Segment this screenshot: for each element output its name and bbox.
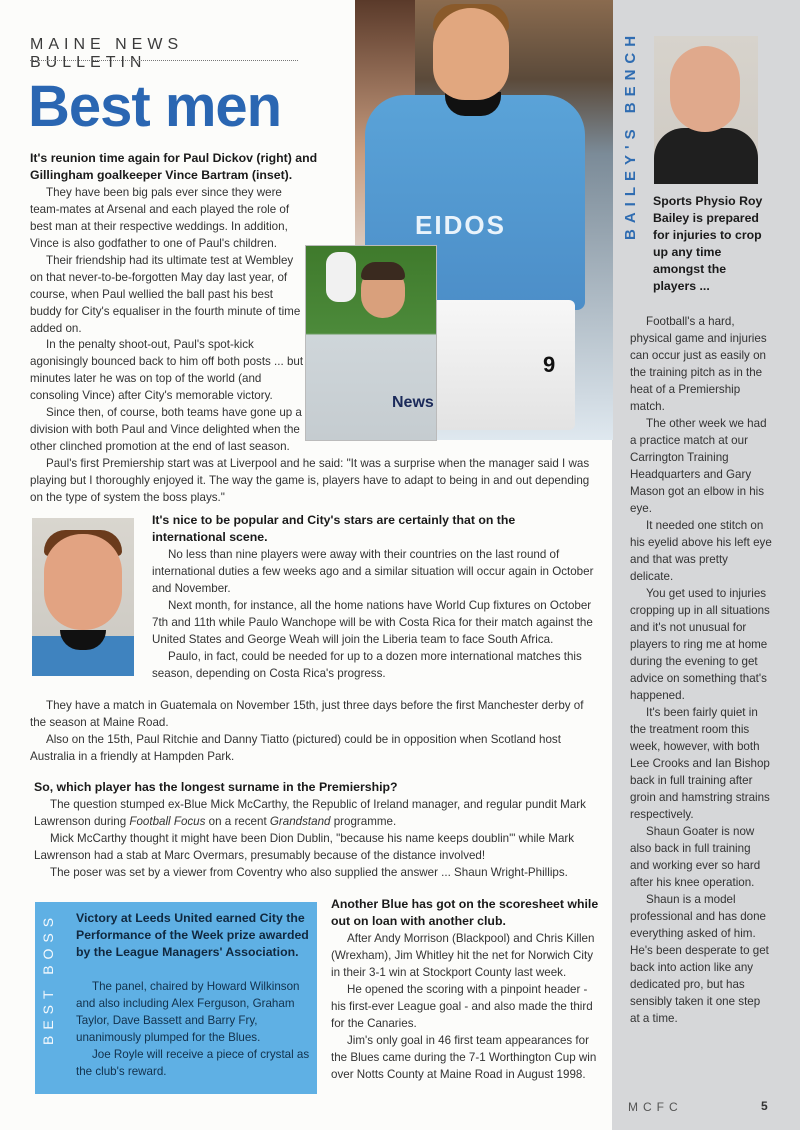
story4-lead: Another Blue has got on the scoresheet while out on loan with another club. bbox=[331, 897, 599, 928]
best-boss-paragraph: The panel, chaired by Howard Wilkinson and also including Alex Ferguson, Graham Taylor, Dave Bassett and Barry Fry, unanimously plumped for the Blues. bbox=[76, 980, 300, 1044]
story4-body bbox=[331, 930, 601, 1083]
sidebar-lead: Sports Physio Roy Bailey is prepared for injuries to crop up any time amongst the players ... bbox=[653, 194, 763, 293]
kicker-divider bbox=[30, 60, 298, 61]
story2-lead: It's nice to be popular and City's stars are certainly that on the international scene. bbox=[152, 513, 516, 544]
photo-roy-bailey bbox=[654, 36, 758, 184]
story1-lead: It's reunion time again for Paul Dickov (right) and Gillingham goalkeeper Vince Bartram (inset). bbox=[30, 151, 318, 182]
page-number: 5 bbox=[761, 1099, 768, 1113]
story3-lead: So, which player has the longest surname in the Premiership? bbox=[34, 780, 398, 794]
sidebar-paragraph: Football's a hard, physical game and injuries can occur just as easily on the training pitch as in the heat of a Premiership match. bbox=[630, 315, 767, 413]
story1-body-mid bbox=[30, 336, 306, 404]
story4-paragraph: He opened the scoring with a pinpoint header - his first-ever League goal - and also made the third for the Canaries. bbox=[331, 983, 593, 1030]
shirt-logo: News bbox=[392, 394, 434, 411]
story3-paragraph: Mick McCarthy thought it might have been Dion Dublin, "because his name keeps doublin'" while Mark Lawrenson had a stab at Marc Overmars, presumably because of the distance involved! bbox=[34, 832, 575, 862]
story1-paragraph: Paul's first Premiership start was at Liverpool and he said: "It was a surprise when the manager said I was playing but I thoroughly enjoyed it. The way the game is, players have to adapt to being in and out depending on the type of system the boss plays." bbox=[30, 457, 590, 504]
story1-paragraph: In the penalty shoot-out, Paul's spot-kick agonisingly bounced back to him off both posts ... but minutes later he was on top of the world (and consoling Vince) after City's memorable victory. bbox=[30, 338, 304, 402]
sidebar-paragraph: Shaun Goater is now also back in full training and working ever so hard after his knee operation. bbox=[630, 825, 761, 889]
story1-paragraph: Their friendship had its ultimate test at Wembley on that never-to-be-forgotten May day last year, of course, when Paul wellied the ball past his best buddy for City's equaliser in the fourth minute of time added on. bbox=[30, 254, 301, 335]
story2-body-b bbox=[30, 697, 598, 765]
section-kicker: MAINE NEWS BULLETIN bbox=[30, 36, 184, 71]
story2-paragraph: They have a match in Guatemala on November 15th, just three days before the first Manchester derby of the season at Maine Road. bbox=[30, 699, 584, 729]
story3-body bbox=[34, 796, 600, 881]
sidebar-paragraph: You get used to injuries cropping up in all situations and it's not unusual for players to ring me at home during the evening to get advice on something that's happened. bbox=[630, 587, 770, 702]
best-boss-body bbox=[76, 978, 311, 1080]
best-boss-title: BEST BOSS bbox=[40, 912, 56, 1046]
footer-club: MCFC bbox=[628, 1100, 683, 1114]
story3-paragraph: The poser was set by a viewer from Coventry who also supplied the answer ... Shaun Wright-Phillips. bbox=[50, 866, 568, 879]
story4-paragraph: After Andy Morrison (Blackpool) and Chris Killen (Wrexham), Jim Whitley hit the net for Norwich City in their 3-1 win at Stockport County last week. bbox=[331, 932, 595, 979]
story2-paragraph: Next month, for instance, all the home nations have World Cup fixtures on October 7th and 11th while Paulo Wanchope will be with Costa Rica for their match against the United States and George Weah will join the Liberia team to face South Africa. bbox=[152, 599, 593, 646]
story3-paragraph: The question stumped ex-Blue Mick McCarthy, the Republic of Ireland manager, and regular pundit Mark Lawrenson during Football Focus on a recent Grandstand programme. bbox=[34, 798, 586, 828]
shirt-number: 9 bbox=[543, 352, 556, 377]
page-headline: Best men bbox=[28, 74, 282, 139]
story1-body-mid2 bbox=[30, 404, 305, 455]
sidebar-paragraph: Shaun is a model professional and has done everything asked of him. He's been desperate to get back into action like any dedicated pro, but has sensibly taken it one step at a time. bbox=[630, 893, 769, 1025]
story1-paragraph: Since then, of course, both teams have gone up a division with both Paul and Vince delighted when the other clinched promotion at the end of last season. bbox=[30, 406, 302, 453]
story2-paragraph: Also on the 15th, Paul Ritchie and Danny Tiatto (pictured) could be in opposition when Scotland host Australia in a friendly at Hampden Park. bbox=[30, 733, 561, 763]
story1-body-quote bbox=[30, 455, 600, 506]
photo-tiatto bbox=[32, 518, 134, 676]
photo-bartram-inset bbox=[305, 245, 437, 441]
sidebar-body bbox=[630, 313, 772, 1027]
sidebar-paragraph: It needed one stitch on his eyelid above his left eye and that was pretty delicate. bbox=[630, 519, 772, 583]
sidebar-title: BAILEY'S BENCH bbox=[622, 30, 639, 241]
story2-paragraph: No less than nine players were away with their countries on the last round of international duties a few weeks ago and a similar situation will occur again in October and November. bbox=[152, 548, 594, 595]
story2-body-a bbox=[152, 546, 596, 682]
story2-paragraph: Paulo, in fact, could be needed for up to a dozen more international matches this season, depending on Costa Rica's progress. bbox=[152, 650, 582, 680]
best-boss-lead: Victory at Leeds United earned City the Performance of the Week prize awarded by the League Managers' Association. bbox=[76, 911, 309, 959]
shirt-sponsor: EIDOS bbox=[415, 210, 506, 240]
best-boss-paragraph: Joe Royle will receive a piece of crystal as the club's reward. bbox=[76, 1048, 310, 1078]
story4-paragraph: Jim's only goal in 46 first team appearances for the Blues came during the 7-1 Worthington Cup win over Notts County at Maine Road in August 1998. bbox=[331, 1034, 597, 1081]
sidebar-paragraph: It's been fairly quiet in the treatment room this week, however, with both Lee Crooks and Ian Bishop back in full training after groin and hamstring strains respectively. bbox=[630, 706, 770, 821]
story1-paragraph: They have been big pals ever since they were team-mates at Arsenal and each played the role of best man at their respective weddings. In addition, Vince is also godfather to one of Paul's children. bbox=[30, 186, 290, 250]
story1-body-top bbox=[30, 184, 302, 337]
sidebar-paragraph: The other week we had a practice match at our Carrington Training Headquarters and Gary Mason got an elbow in his eye. bbox=[630, 417, 767, 515]
